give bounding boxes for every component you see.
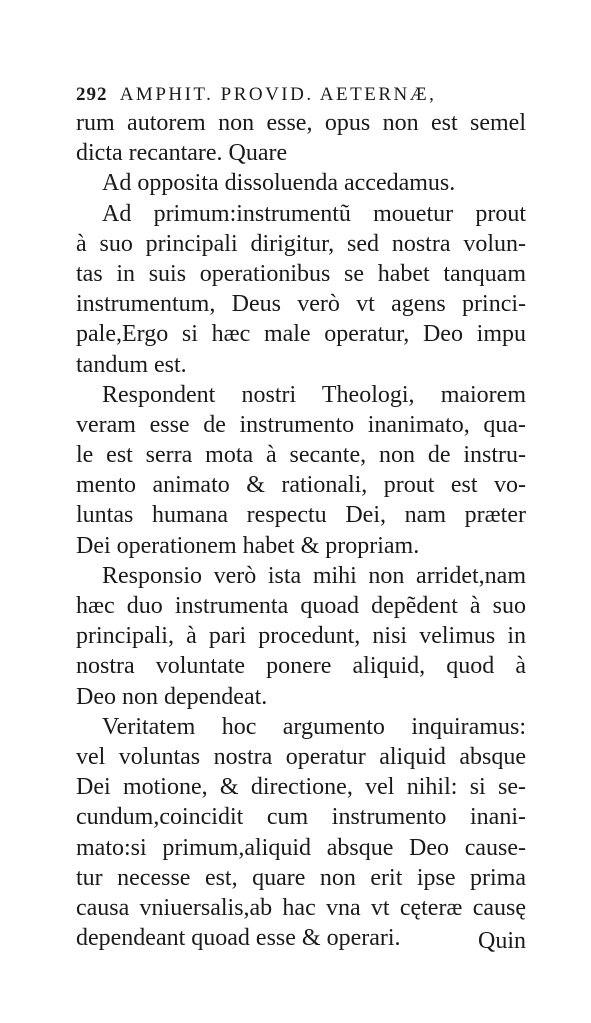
text-line: le est serra mota à secante, non de instru- [76, 442, 526, 469]
text-line: mento animato & rationali, prout est vo- [76, 472, 526, 499]
running-title: AMPHIT. PROVID. AETERNÆ, [119, 84, 437, 105]
text-line: tandum est. [76, 351, 187, 378]
text-line: vel voluntas nostra operatur aliquid absque [76, 743, 526, 770]
text-line: principali, à pari procedunt, nisi velimus in [76, 623, 526, 650]
text-line: à suo principali dirigitur, sed nostra volun- [76, 230, 526, 257]
text-line: luntas humana respectu Dei, nam præter [76, 502, 526, 529]
text-line: Responsio verò ista mihi non arridet,nam [102, 562, 526, 589]
text-line: instrumentum, Deus verò vt agens princi- [76, 291, 526, 318]
text-line: dependeant quoad esse & operari. [76, 925, 401, 952]
text-line: dicta recantare. Quare [76, 140, 288, 167]
text-line: nostra voluntate ponere aliquid, quod à [76, 653, 526, 680]
text-line: cundum,coincidit cum instrumento inani- [76, 804, 526, 831]
text-line: veram esse de instrumento inanimato, qua- [76, 411, 526, 438]
text-line: causa vniuersalis,ab hac vna vt cęteræ causę [76, 894, 526, 921]
running-head [76, 84, 526, 106]
text-line: Respondent nostri Theologi, maiorem [102, 381, 526, 408]
body-text [76, 108, 526, 953]
page-number: 292 [76, 84, 108, 105]
text-line: mato:si primum,aliquid absque Deo cause- [76, 834, 526, 861]
text-line: Ad primum:instrumentũ mouetur prout [102, 200, 526, 227]
text-line: hæc duo instrumenta quoad depẽdent à suo [76, 593, 526, 619]
text-line: tur necesse est, quare non erit ipse prima [76, 864, 526, 891]
text-line: Deo non dependeat. [76, 683, 268, 710]
text-line: Veritatem hoc argumento inquiramus: [102, 713, 526, 740]
text-line: Dei motione, & directione, vel nihil: si se- [76, 774, 526, 801]
text-line: Dei operationem habet & propriam. [76, 532, 420, 559]
catchword: Quin [478, 928, 526, 954]
text-line: Ad opposita dissoluenda accedamus. [102, 170, 456, 197]
text-line: pale,Ergo si hæc male operatur, Deo impu [76, 321, 526, 348]
text-line: rum autorem non esse, opus non est semel [76, 110, 526, 136]
text-line: tas in suis operationibus se habet tanquam [76, 260, 526, 287]
